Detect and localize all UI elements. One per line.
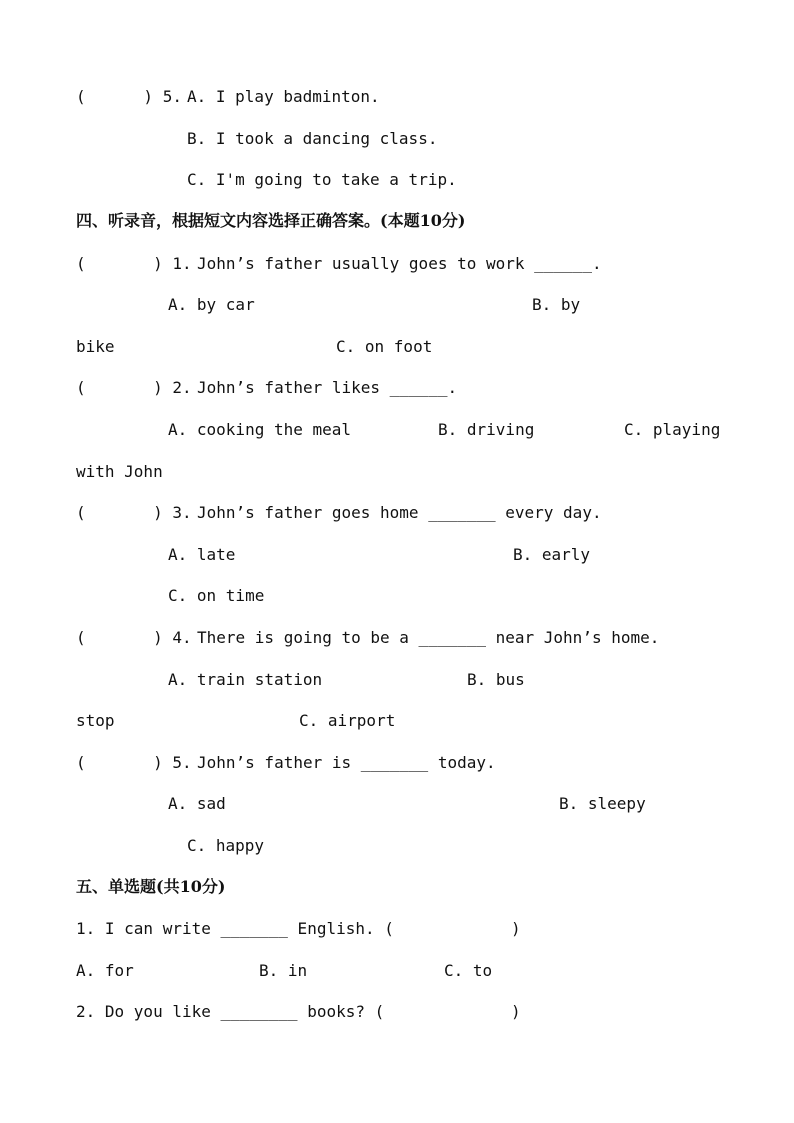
option-a: A. sad bbox=[168, 794, 226, 813]
option-c: C. on time bbox=[168, 586, 265, 605]
s4-q3-line bbox=[0, 502, 794, 524]
s4-q4-options-line bbox=[0, 669, 794, 691]
answer-bracket[interactable]: ( ) 4. bbox=[76, 628, 192, 647]
question-stem: John’s father is _______ today. bbox=[197, 753, 496, 772]
option-a: A. by car bbox=[168, 295, 255, 314]
answer-bracket[interactable]: ( ) 1. bbox=[76, 254, 192, 273]
s4-q2-options-line bbox=[0, 419, 794, 441]
option-b: B. sleepy bbox=[559, 794, 646, 813]
s4-q5-line bbox=[0, 752, 794, 774]
option-c: C. playing bbox=[624, 420, 721, 439]
option-b: B. early bbox=[513, 545, 591, 564]
s5-q2-line bbox=[0, 1001, 794, 1023]
option-a: A. late bbox=[168, 545, 236, 564]
section4-heading-text: 四、听录音，根据短文内容选择正确答案。(本题10分) bbox=[76, 211, 466, 230]
option-b: B. in bbox=[259, 961, 308, 980]
s4-q2-options-line-2 bbox=[0, 461, 794, 483]
option-b-continued: stop bbox=[76, 711, 115, 730]
question-stem: 2. Do you like ________ books? ( bbox=[76, 1002, 385, 1021]
s4-q4-options-line-2 bbox=[0, 710, 794, 732]
section5-heading-text: 五、单选题(共10分) bbox=[76, 877, 226, 896]
answer-bracket[interactable]: ( ) 2. bbox=[76, 378, 192, 397]
s3-q5-option-b-line bbox=[0, 128, 794, 150]
option-a: A. for bbox=[76, 961, 134, 980]
option-b: B. driving bbox=[438, 420, 535, 439]
section4-heading bbox=[0, 210, 794, 232]
answer-bracket[interactable]: ( ) 3. bbox=[76, 503, 192, 522]
s4-q1-line bbox=[0, 253, 794, 275]
s3-q5-line bbox=[0, 86, 794, 108]
s4-q2-line bbox=[0, 377, 794, 399]
s4-q5-options-line-2 bbox=[0, 835, 794, 857]
answer-bracket[interactable]: ( ) 5. bbox=[76, 87, 182, 106]
answer-bracket-close[interactable]: ) bbox=[511, 919, 521, 938]
question-stem: John’s father likes ______. bbox=[197, 378, 458, 397]
section5-heading bbox=[0, 876, 794, 898]
option-c-continued: with John bbox=[76, 462, 163, 481]
answer-bracket-close[interactable]: ) bbox=[511, 1002, 521, 1021]
s5-q1-line bbox=[0, 918, 794, 940]
option-b: B. bus bbox=[467, 670, 525, 689]
question-stem: There is going to be a _______ near John’s home. bbox=[197, 628, 660, 647]
question-stem: John’s father usually goes to work ______. bbox=[197, 254, 602, 273]
option-a: A. train station bbox=[168, 670, 323, 689]
option-c: C. to bbox=[444, 961, 493, 980]
answer-bracket[interactable]: ( ) 5. bbox=[76, 753, 192, 772]
s5-q1-options-line bbox=[0, 960, 794, 982]
s4-q3-options-line bbox=[0, 544, 794, 566]
option-c: C. happy bbox=[187, 836, 265, 855]
option-b-continued: bike bbox=[76, 337, 115, 356]
s4-q3-options-line-2 bbox=[0, 585, 794, 607]
s4-q5-options-line bbox=[0, 793, 794, 815]
s4-q1-options-line-2 bbox=[0, 336, 794, 358]
option-c: C. airport bbox=[299, 711, 396, 730]
option-a: A. I play badminton. bbox=[187, 87, 380, 106]
option-c: C. I'm going to take a trip. bbox=[187, 170, 457, 189]
s3-q5-option-c-line bbox=[0, 169, 794, 191]
question-stem: John’s father goes home _______ every day. bbox=[197, 503, 602, 522]
option-b: B. I took a dancing class. bbox=[187, 129, 438, 148]
question-stem: 1. I can write _______ English. ( bbox=[76, 919, 394, 938]
option-a: A. cooking the meal bbox=[168, 420, 352, 439]
s4-q4-line bbox=[0, 627, 794, 649]
s4-q1-options-line bbox=[0, 294, 794, 316]
option-b: B. by bbox=[532, 295, 581, 314]
option-c: C. on foot bbox=[336, 337, 433, 356]
